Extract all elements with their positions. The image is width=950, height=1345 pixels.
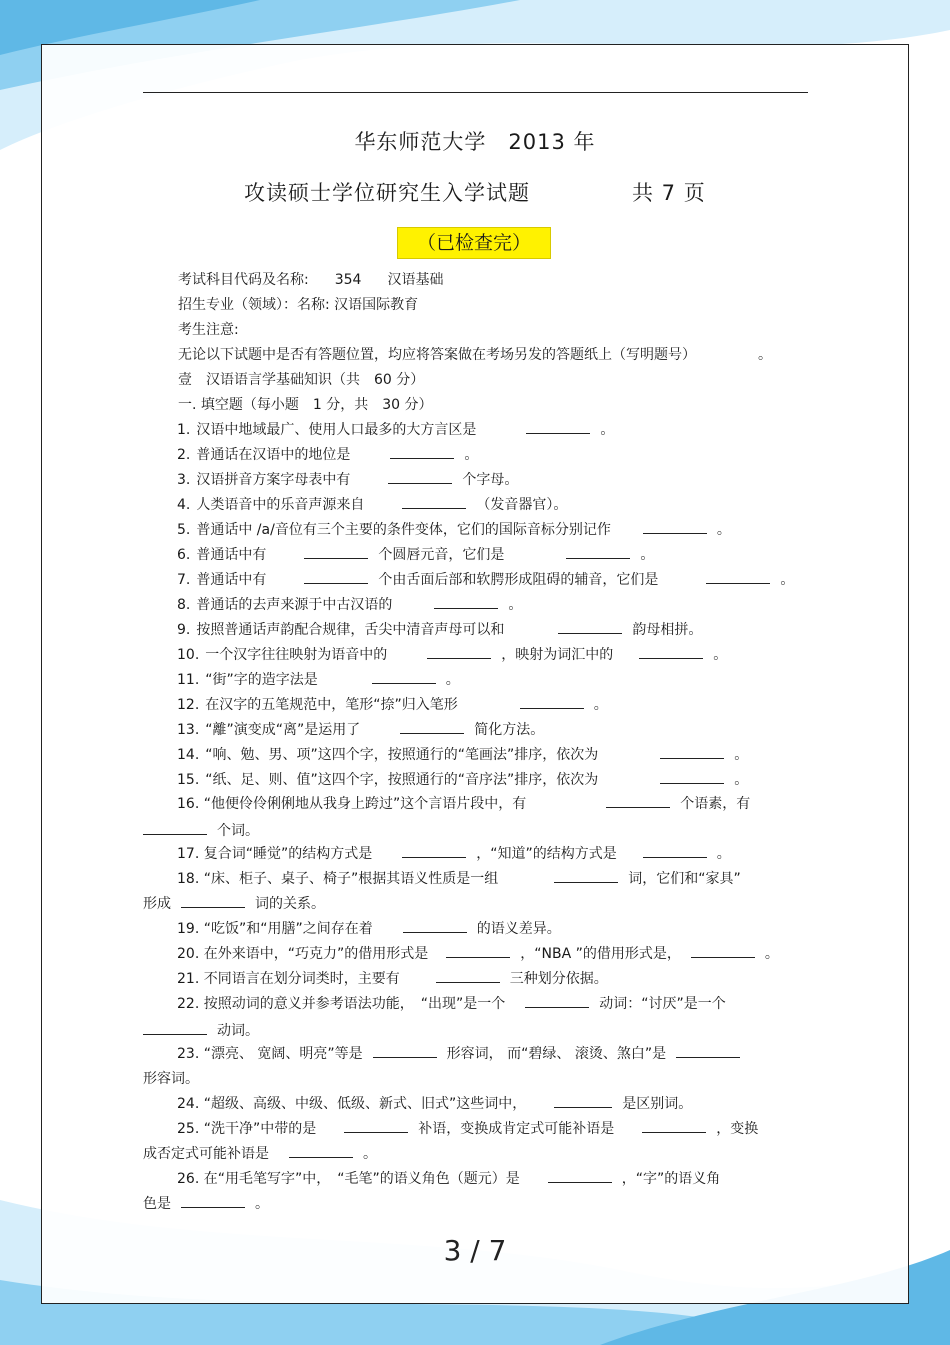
question-26-cont <box>143 1193 269 1213</box>
answer-blank <box>402 845 466 858</box>
question-number: 9. <box>177 622 191 638</box>
answer-blank <box>143 822 207 835</box>
question-13 <box>177 719 544 739</box>
question-number: 1. <box>177 422 191 438</box>
question-text: 一个汉字往往映射为语音中的 <box>205 647 388 663</box>
answer-blank <box>304 546 368 559</box>
answer-blank <box>643 845 707 858</box>
question-22-cont <box>143 1020 259 1040</box>
question-text-end: 。 <box>713 647 728 663</box>
answer-blank <box>143 1022 207 1035</box>
question-24 <box>177 1093 692 1113</box>
q23-text-b: 形容词， 而“碧绿、 滚烫、煞白”是 <box>446 1046 667 1062</box>
question-18 <box>177 868 741 888</box>
question-25 <box>177 1118 758 1138</box>
question-text-after: 。 <box>600 422 615 438</box>
question-text-after: （发音器官）。 <box>476 497 568 513</box>
question-number: 5. <box>177 522 191 538</box>
answer-blank <box>403 920 467 933</box>
q18-text-c: 形成 <box>143 896 171 912</box>
question-number: 2. <box>177 447 191 463</box>
question-text: “街”字的造字法是 <box>205 672 318 688</box>
exam-title: 攻读硕士学位研究生入学试题 <box>244 181 530 205</box>
notice-end: 。 <box>758 347 772 363</box>
question-text: 普通话在汉语中的地位是 <box>196 447 351 463</box>
question-12 <box>177 694 608 714</box>
question-16 <box>177 793 750 813</box>
question-text-end: 。 <box>640 547 655 563</box>
major-line: 招生专业（领域）：名称: 汉语国际教育 <box>178 297 419 313</box>
notice-text <box>178 344 772 364</box>
question-text-after: 简化方法。 <box>474 722 545 738</box>
answer-blank <box>388 471 452 484</box>
q25-text-a: 25. “洗干净”中带的是 <box>177 1121 317 1137</box>
q24-text-a: 24. “超级、高级、中级、低级、新式、旧式”这些词中， <box>177 1096 527 1112</box>
question-text: 在汉字的五笔规范中，笔形“捺”归入笔形 <box>205 697 458 713</box>
question-text: 普通话的去声来源于中古汉语的 <box>196 597 393 613</box>
q18-text-a: 18. “床、柜子、桌子、椅子”根据其语义性质是一组 <box>177 871 499 887</box>
q22-text-a: 22. 按照动词的意义并参考语法功能， “出现”是一个 <box>177 996 506 1012</box>
question-number: 11. <box>177 672 200 688</box>
answer-blank <box>390 446 454 459</box>
question-text-after: 。 <box>593 697 608 713</box>
question-number: 10. <box>177 647 200 663</box>
q18-text-d: 词的关系。 <box>255 896 325 912</box>
question-number: 3. <box>177 472 191 488</box>
question-23-cont: 形容词。 <box>143 1071 199 1087</box>
q19-text-a: 19. “吃饭”和“用膳”之间存在着 <box>177 921 373 937</box>
answer-blank <box>691 945 755 958</box>
answer-blank <box>525 995 589 1008</box>
q26-text-c: 色是 <box>143 1196 171 1212</box>
answer-blank <box>558 621 622 634</box>
question-text: 汉语中地域最广、使用人口最多的大方言区是 <box>196 422 477 438</box>
notice-body: 无论以下试题中是否有答题位置，均应将答案做在考场另发的答题纸上（写明题号） <box>178 347 696 363</box>
q19-text-b: 的语义差异。 <box>476 921 561 937</box>
question-22 <box>177 993 726 1013</box>
subject-code: 354 <box>334 272 362 288</box>
question-7 <box>177 569 794 589</box>
q22-text-c: 动词。 <box>217 1023 259 1039</box>
question-text-after: 个字母。 <box>462 472 519 488</box>
q25-text-e: 。 <box>363 1146 377 1162</box>
question-4 <box>177 494 567 514</box>
question-text-after: 个由舌面后部和软腭形成阻碍的辅音，它们是 <box>378 572 659 588</box>
question-text-after: ，映射为词汇中的 <box>501 647 614 663</box>
answer-blank <box>642 1120 706 1133</box>
question-number: 14. <box>177 747 200 763</box>
answer-blank <box>434 596 498 609</box>
question-text: “纸、足、则、值”这四个字，按照通行的“音序法”排序，依次为 <box>205 772 599 788</box>
question-text-after: 个圆唇元音，它们是 <box>378 547 505 563</box>
q20-text-a: 20. 在外来语中，“巧克力”的借用形式是 <box>177 946 429 962</box>
answer-blank <box>639 646 703 659</box>
answer-blank <box>520 696 584 709</box>
q18-text-b: 词，它们和“家具” <box>628 871 741 887</box>
question-19 <box>177 918 561 938</box>
question-text: 按照普通话声韵配合规律，舌尖中清音声母可以和 <box>196 622 505 638</box>
question-15 <box>177 769 748 789</box>
question-number: 7. <box>177 572 191 588</box>
question-14 <box>177 744 748 764</box>
answer-blank <box>181 1195 245 1208</box>
answer-blank <box>706 571 770 584</box>
question-text-after: 。 <box>508 597 523 613</box>
question-2 <box>177 444 478 464</box>
question-26 <box>177 1168 720 1188</box>
question-21 <box>177 968 608 988</box>
section-title: 壹 汉语语言学基础知识（共 60 分） <box>178 372 425 388</box>
q20-text-c: 。 <box>764 946 779 962</box>
question-23 <box>177 1043 750 1063</box>
answer-blank <box>289 1145 353 1158</box>
q17-text-b: ，“知道”的结构方式是 <box>476 846 617 862</box>
question-11 <box>177 669 460 689</box>
q16-text-a: 16. “他便伶伶俐俐地从我身上跨过”这个言语片段中，有 <box>177 796 527 812</box>
q17-text-a: 17. 复合词“睡觉”的结构方式是 <box>177 846 373 862</box>
notice-label: 考生注意: <box>178 322 239 338</box>
answer-blank <box>643 521 707 534</box>
question-number: 6. <box>177 547 191 563</box>
question-text-end: 。 <box>780 572 795 588</box>
q16-text-c: 个词。 <box>217 823 259 839</box>
page-number: 3 / 7 <box>443 1234 507 1267</box>
subject-line <box>178 269 443 289</box>
q25-text-d: 成否定式可能补语是 <box>143 1146 269 1162</box>
answer-blank <box>554 870 618 883</box>
answer-blank <box>676 1045 740 1058</box>
question-6 <box>177 544 654 564</box>
answer-blank <box>554 1095 612 1108</box>
question-number: 8. <box>177 597 191 613</box>
question-text: 汉语拼音方案字母表中有 <box>196 472 351 488</box>
question-text: 普通话中有 <box>196 572 267 588</box>
question-5 <box>177 519 731 539</box>
question-25-cont <box>143 1143 377 1163</box>
answer-blank <box>606 795 670 808</box>
question-text: 普通话中 /a/音位有三个主要的条件变体，它们的国际音标分别记作 <box>196 522 611 538</box>
checked-badge: （已检查完） <box>397 227 551 259</box>
q22-text-b: 动词：“讨厌”是一个 <box>599 996 726 1012</box>
total-pages: 共 7 页 <box>632 181 706 205</box>
answer-blank <box>526 421 590 434</box>
question-text-after: 韵母相拼。 <box>632 622 703 638</box>
question-17 <box>177 843 731 863</box>
answer-blank <box>446 945 510 958</box>
q16-text-b: 个语素，有 <box>680 796 751 812</box>
question-20 <box>177 943 779 963</box>
answer-blank <box>372 671 436 684</box>
question-3 <box>177 469 518 489</box>
question-text-after: 。 <box>464 447 479 463</box>
question-number: 4. <box>177 497 191 513</box>
q23-text-a: 23. “漂亮、 宽阔、明亮”等是 <box>177 1046 363 1062</box>
answer-blank <box>373 1045 437 1058</box>
question-18-cont <box>143 893 325 913</box>
question-text-after: 。 <box>716 522 731 538</box>
q25-text-b: 补语，变换成肯定式可能补语是 <box>418 1121 615 1137</box>
question-text: 人类语音中的乐音声源来自 <box>196 497 365 513</box>
question-16-cont <box>143 820 259 840</box>
question-number: 13. <box>177 722 200 738</box>
subject-name: 汉语基础 <box>387 272 444 288</box>
q17-text-c: 。 <box>716 846 731 862</box>
answer-blank <box>344 1120 408 1133</box>
answer-blank <box>660 771 724 784</box>
answer-blank <box>566 546 630 559</box>
question-10 <box>177 644 727 664</box>
part-title: 一. 填空题（每小题 1 分，共 30 分） <box>178 397 433 413</box>
answer-blank <box>427 646 491 659</box>
q21-text-b: 三种划分依据。 <box>509 971 608 987</box>
q26-text-b: ，“字”的语义角 <box>621 1171 721 1187</box>
question-9 <box>177 619 702 639</box>
question-1 <box>177 419 614 439</box>
answer-blank <box>181 895 245 908</box>
q24-text-b: 是区别词。 <box>622 1096 693 1112</box>
question-text: “離”演变成“离”是运用了 <box>205 722 361 738</box>
answer-blank <box>548 1170 612 1183</box>
question-text-after: 。 <box>734 772 749 788</box>
subject-label: 考试科目代码及名称: <box>178 272 309 288</box>
question-number: 15. <box>177 772 200 788</box>
answer-blank <box>436 970 500 983</box>
question-text-after: 。 <box>734 747 749 763</box>
question-text-after: 。 <box>445 672 460 688</box>
question-text: “响、勉、男、项”这四个字，按照通行的“笔画法”排序，依次为 <box>205 747 599 763</box>
answer-blank <box>402 496 466 509</box>
answer-blank <box>304 571 368 584</box>
university-year-title: 华东师范大学 2013 年 <box>354 130 596 154</box>
answer-blank <box>400 721 464 734</box>
header-rule <box>143 92 808 93</box>
question-number: 12. <box>177 697 200 713</box>
q21-text-a: 21. 不同语言在划分词类时，主要有 <box>177 971 400 987</box>
q26-text-d: 。 <box>255 1196 269 1212</box>
q20-text-b: ，“NBA ”的借用形式是， <box>520 946 681 962</box>
question-text: 普通话中有 <box>196 547 267 563</box>
question-8 <box>177 594 522 614</box>
answer-blank <box>660 746 724 759</box>
q26-text-a: 26. 在“用毛笔写字”中， “毛笔”的语义角色（题元）是 <box>177 1171 520 1187</box>
q25-text-c: ，变换 <box>716 1121 759 1137</box>
